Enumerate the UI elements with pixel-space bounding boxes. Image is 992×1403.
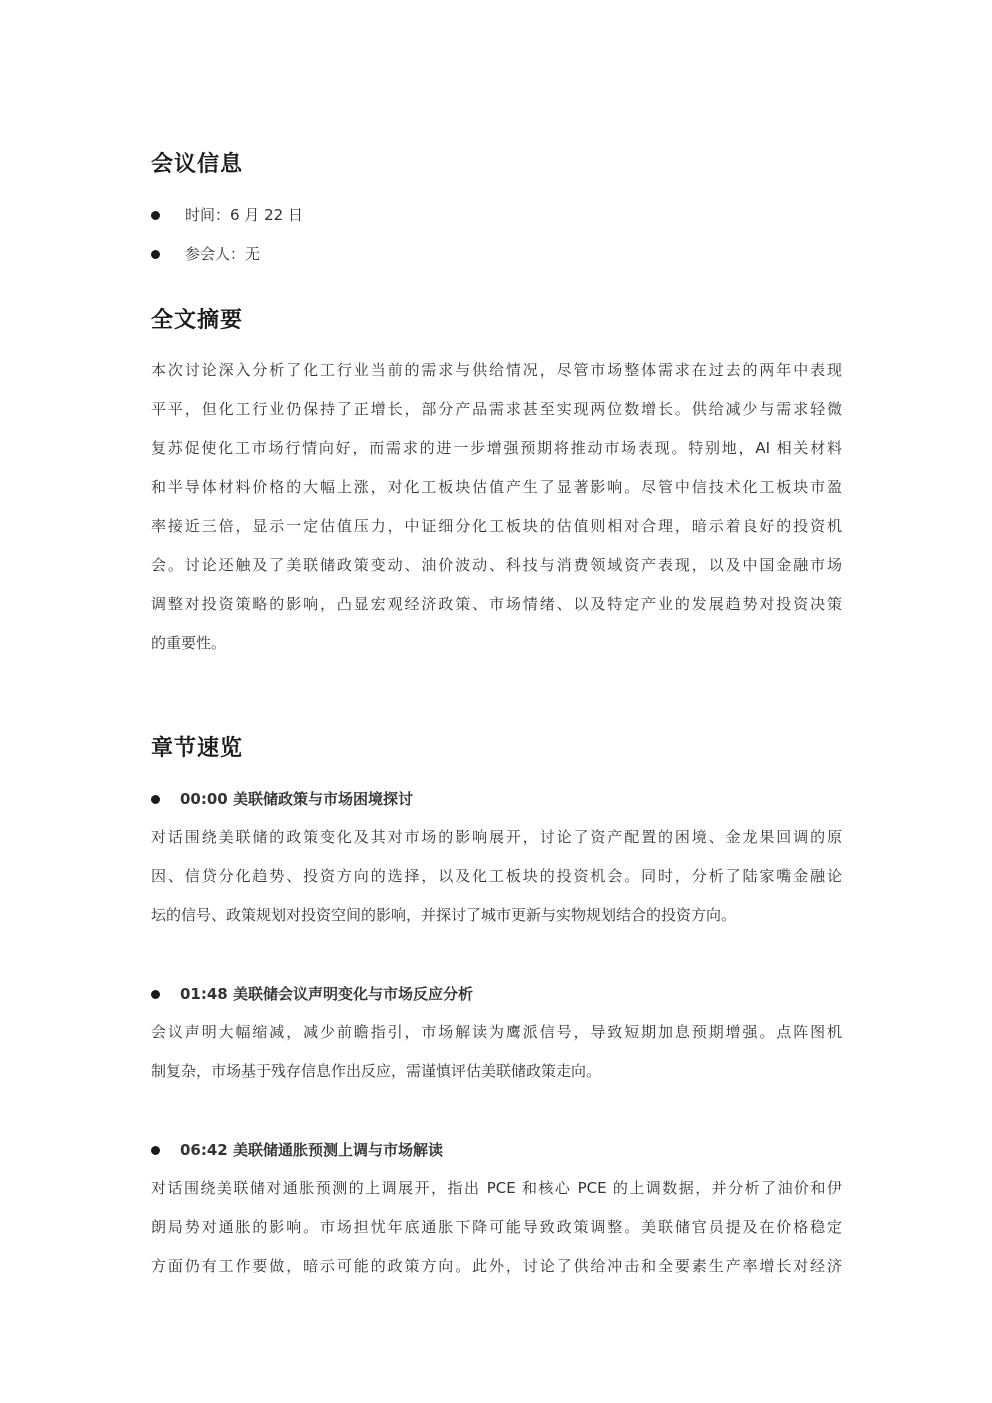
chapter-line: 对话围绕美联储的政策变化及其对市场的影响展开，讨论了资产配置的困境、金龙果回调的原 [151, 828, 842, 846]
chapter-title: 00:00 美联储政策与市场困境探讨 [180, 790, 413, 808]
summary-line: 率接近三倍，显示一定估值压力，中证细分化工板块的估值则相对合理，暗示着良好的投资机 [151, 517, 842, 535]
summary-line: 会。讨论还触及了美联储政策变动、油价波动、科技与消费领域资产表现，以及中国金融市场 [151, 556, 842, 574]
summary-line: 和半导体材料价格的大幅上涨，对化工板块估值产生了显著影响。尽管中信技术化工板块市盈 [151, 478, 842, 496]
summary-heading: 全文摘要 [151, 308, 244, 333]
bullet-icon [151, 990, 160, 999]
chapter-title: 01:48 美联储会议声明变化与市场反应分析 [180, 985, 473, 1003]
chapter-paragraph [151, 1169, 842, 1286]
chapter-paragraph [151, 818, 842, 935]
summary-line: 本次讨论深入分析了化工行业当前的需求与供给情况，尽管市场整体需求在过去的两年中表现 [151, 361, 842, 379]
chapter-line: 朗局势对通胀的影响。市场担忧年底通胀下降可能导致政策调整。美联储官员提及在价格稳定 [151, 1218, 842, 1236]
summary-line: 调整对投资策略的影响，凸显宏观经济政策、市场情绪、以及特定产业的发展趋势对投资决策 [151, 595, 842, 613]
chapter-line: 对话围绕美联储对通胀预测的上调展开，指出 PCE 和核心 PCE 的上调数据，并分析了油价和伊 [151, 1179, 842, 1197]
bullet-icon [151, 1146, 160, 1155]
chapter-line: 因、信贷分化趋势、投资方向的选择，以及化工板块的投资机会。同时，分析了陆家嘴金融论 [151, 867, 842, 885]
meeting-time-label: 时间： [185, 206, 231, 224]
meeting-attendees-label: 参会人： [185, 245, 246, 263]
summary-line: 的重要性。 [151, 634, 227, 652]
chapter-line: 制复杂，市场基于残存信息作出反应，需谨慎评估美联储政策走向。 [151, 1062, 602, 1080]
chapter-line: 方面仍有工作要做，暗示可能的政策方向。此外，讨论了供给冲击和全要素生产率增长对经济 [151, 1257, 842, 1275]
meeting-time-value: 6 月 22 日 [230, 206, 303, 224]
bullet-icon [151, 250, 160, 259]
chapter-line: 会议声明大幅缩减，减少前瞻指引，市场解读为鹰派信号，导致短期加息预期增强。点阵图机 [151, 1023, 842, 1041]
summary-line: 复苏促使化工市场行情向好，而需求的进一步增强预期将推动市场表现。特别地，AI 相关材料 [151, 439, 842, 457]
meeting-attendees-text [185, 242, 260, 266]
summary-paragraph [151, 351, 842, 663]
chapter-line: 坛的信号、政策规划对投资空间的影响，并探讨了城市更新与实物规划结合的投资方向。 [151, 906, 737, 924]
summary-line: 平平，但化工行业仍保持了正增长，部分产品需求甚至实现两位数增长。供给减少与需求轻微 [151, 400, 842, 418]
meeting-attendees-value: 无 [245, 245, 261, 263]
chapters-heading: 章节速览 [151, 736, 244, 761]
bullet-icon [151, 211, 160, 220]
chapter-title: 06:42 美联储通胀预测上调与市场解读 [180, 1141, 443, 1159]
meeting-time-text [185, 203, 303, 227]
bullet-icon [151, 795, 160, 804]
chapter-paragraph [151, 1013, 842, 1091]
meeting-info-heading: 会议信息 [151, 152, 244, 177]
